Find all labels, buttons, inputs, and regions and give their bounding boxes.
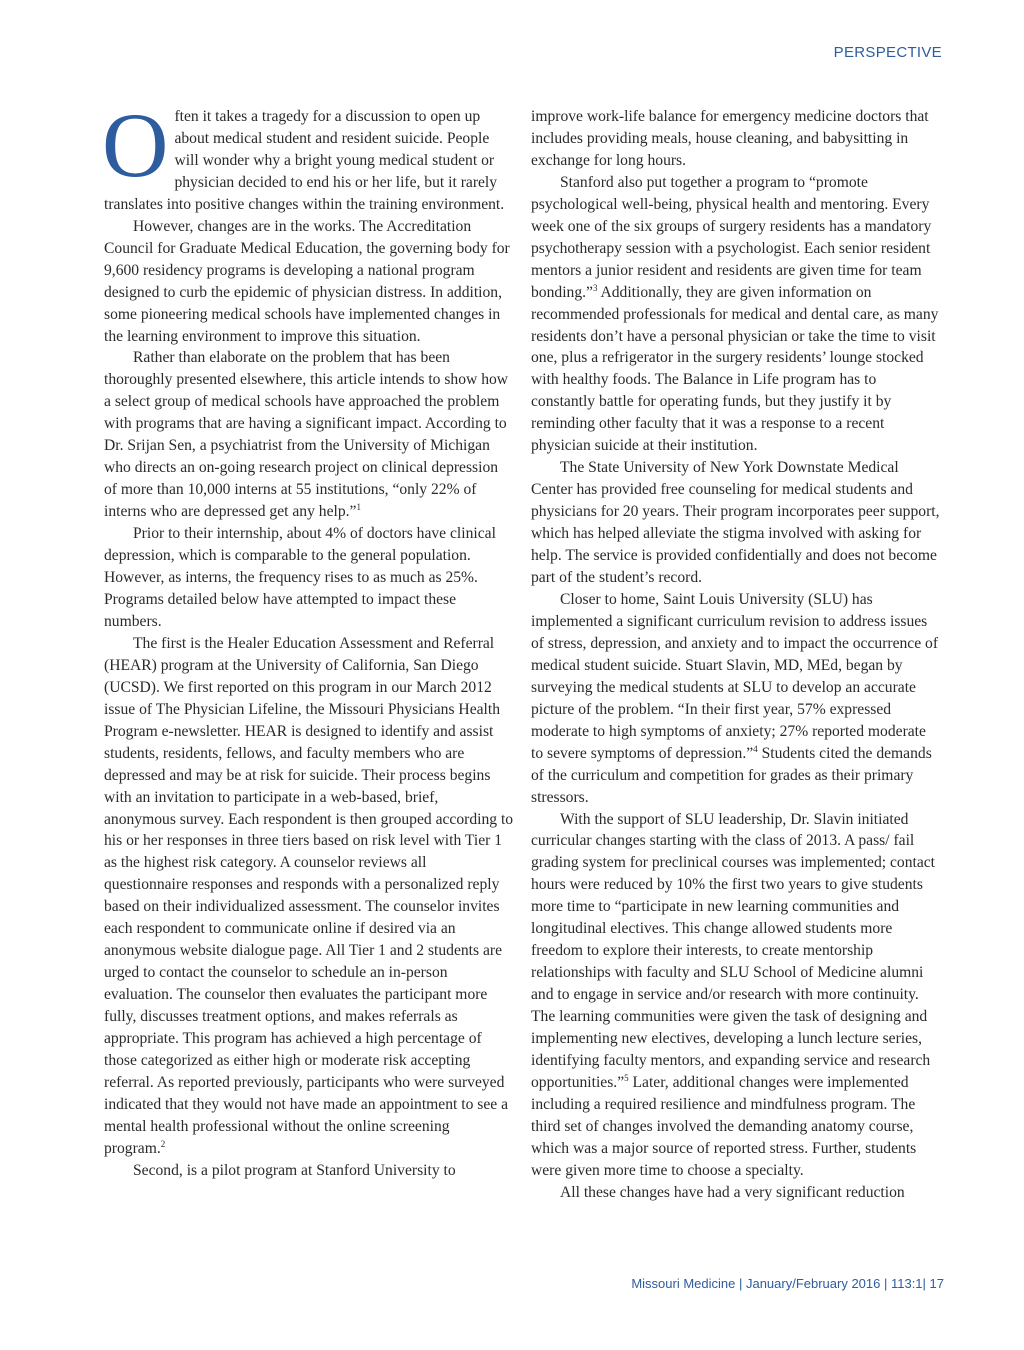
footnote-ref: 1: [356, 501, 361, 512]
page-footer: Missouri Medicine | January/February 2016 | 113:1| 17: [631, 1276, 944, 1291]
paragraph: Rather than elaborate on the problem that has been thoroughly presented elsewhere, this article intends to show how a select group of medical schools have approached the problem with programs that are having a significant impact. According to Dr. Srijan Sen, a psychiatrist from the University of Michigan who directs an on-going research project on clinical depression of more than 10,000 interns at 55 institutions, “only 22% of interns who are depressed get any help.”$^1$: [104, 349, 509, 521]
paragraph: Closer to home, Saint Louis University (SLU) has implemented a significant curriculum revision to address issues of stress, depression, and anxiety and to impact the occurrence of medical student suicide. Stuart Slavin, MD, MEd, began by surveying the medical students at SLU to develop an accurate picture of the problem. “In their first year, 57% expressed moderate to high symptoms of anxiety; 27% reported moderate to severe symptoms of depression.”$^4$ Students cited the demands of the curriculum and competition for grades as their primary stressors.: [531, 590, 939, 806]
footnote-ref: 5: [624, 1072, 629, 1083]
right-column: [531, 106, 941, 1204]
drop-cap: O: [102, 94, 169, 196]
paragraph: The State University of New York Downstate Medical Center has provided free counseling for medical students and physicians for 20 years. Their program incorporates peer support, which has helped alleviate the stigma involved with asking for help. The service is provided confidentially and does not become part of the student’s record.: [531, 459, 940, 587]
footnote-ref: 4: [753, 743, 758, 754]
paragraph: improve work-life balance for emergency medicine doctors that includes providing meals, house cleaning, and babysitting in exchange for long hours.: [531, 108, 929, 169]
paragraph: With the support of SLU leadership, Dr. Slavin initiated curricular changes starting with the class of 2013. A pass/ fail grading system for preclinical courses was implemented; contact hours were reduced by 10% the first two years to give students more time to “participate in new learning communities and longitudinal electives. This change allowed students more freedom to explore their interests, to create mentorship relationships with faculty and SLU School of Medicine alumni and to engage in service and/or research with more continuity. The learning communities were given the task of designing and implementing new electives, developing a lunch lecture series, identifying faculty mentors, and expanding service and research opportunities.”$^5$ Later, additional changes were implemented including a required resilience and mindfulness program. The third set of changes involved the demanding anatomy course, which was a major source of reported stress. Further, students were given more time to choose a specialty.: [531, 810, 936, 1179]
left-column: [102, 94, 514, 1182]
paragraph: The first is the Healer Education Assessment and Referral (HEAR) program at the University of California, San Diego (UCSD). We first reported on this program in our March 2012 issue of The Physician Lifeline, the Missouri Physicians Health Program e-newsletter. HEAR is designed to identify and assist students, residents, fellows, and faculty members who are depressed and may be at risk for suicide. Their process begins with an invitation to participate in a web-based, brief, anonymous survey. Each respondent is then grouped according to his or her responses in three tiers based on risk level with Tier 1 as the highest risk category. A counselor reviews all questionnaire responses and responds with a personalized reply based on their individualized assessment. The counselor invites each respondent to communicate online if desired via an anonymous website dialogue page. All Tier 1 and 2 students are urged to contact the counselor to schedule an in-person evaluation. The counselor then evaluates the participant more fully, discusses treatment options, and makes referrals as appropriate. This program has achieved a high percentage of those categorized as either high or moderate risk accepting referral. As reported previously, participants who were surveyed indicated that they would not have made an appointment to see a mental health professional without the online screening program.$^2$: [104, 634, 514, 1157]
footnote-ref: 3: [592, 282, 598, 293]
paragraph: Stanford also put together a program to “promote psychological well-being, physical health and mentoring. Every week one of the six groups of surgery residents has a mandatory psychotherapy session with a psychologist. Each senior resident mentors a junior resident and residents are given time for team bonding.”$^3$ Additionally, they are given information on recommended professionals for medical and dental care, as many residents don’t have a personal physician or take the time to visit one, plus a refrigerator in the surgery residents’ lounge stocked with healthy foods. The Balance in Life program has to constantly battle for operating funds, but they justify it by reminding other faculty that it was a response to a recent physician suicide at their institution.: [531, 173, 939, 455]
paragraph: All these changes have had a very significant reduction: [560, 1183, 905, 1201]
paragraph-intro: Often it takes a tragedy for a discussion to open up about medical student and resident suicide. People will wonder why a bright young medical student or physician decided to end his or her life, but it rarely translates into positive changes within the training environment.: [102, 94, 505, 213]
section-label: PERSPECTIVE: [833, 44, 942, 61]
footnote-ref: 2: [160, 1138, 166, 1149]
paragraph: Prior to their internship, about 4% of doctors have clinical depression, which is comparable to the general population. However, as interns, the frequency rises to as much as 25%. Programs detailed below have attempted to impact these numbers.: [104, 525, 496, 630]
paragraph: Second, is a pilot program at Stanford University to: [133, 1161, 456, 1179]
paragraph: However, changes are in the works. The Accreditation Council for Graduate Medical Education, the governing body for 9,600 residency programs is developing a national program designed to curb the epidemic of physician distress. In addition, some pioneering medical schools have implemented changes in the learning environment to improve this situation.: [104, 217, 510, 345]
